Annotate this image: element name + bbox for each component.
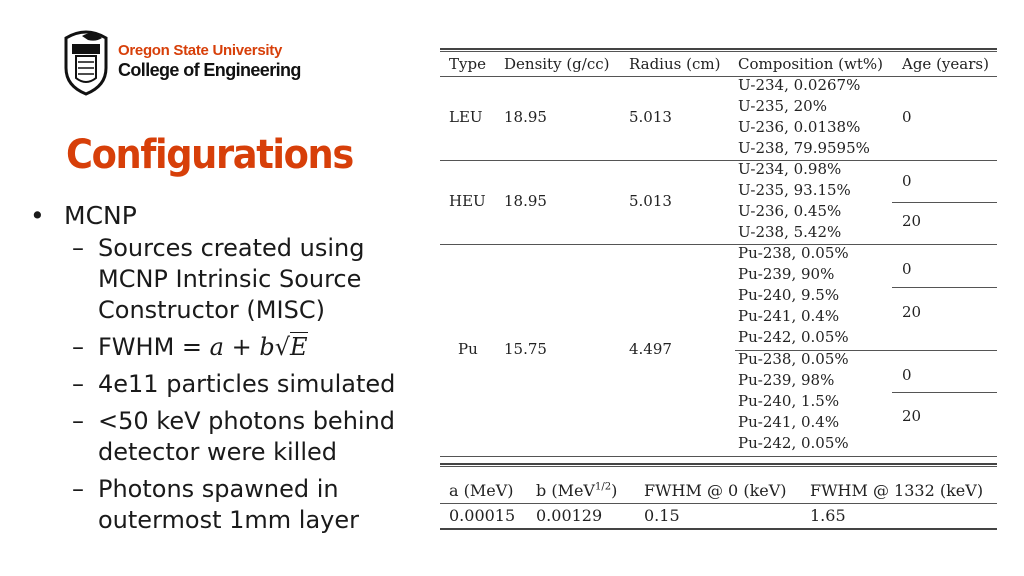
leu-type: LEU [449, 108, 483, 126]
leu-comp: U-234, 0.0267% [738, 76, 861, 94]
heu-comp: U-235, 93.15% [738, 181, 851, 199]
heu-comp: U-234, 0.98% [738, 160, 842, 178]
header-density: Density (g/cc) [504, 55, 610, 73]
leu-radius: 5.013 [629, 108, 672, 126]
table-rule [892, 202, 997, 203]
pu-comp: Pu-238, 0.05% [738, 350, 849, 368]
pu-comp: Pu-240, 1.5% [738, 392, 840, 410]
college-name: College of Engineering [118, 60, 301, 80]
pu-comp: Pu-239, 98% [738, 371, 835, 389]
heu-comp: U-238, 5.42% [738, 223, 842, 241]
pu-age: 20 [902, 407, 922, 425]
table-rule [440, 528, 997, 530]
sub-bullet: – <50 keV photons behind detector were killed [30, 406, 430, 468]
leu-age: 0 [902, 108, 912, 126]
header-type: Type [449, 55, 486, 73]
leu-comp: U-236, 0.0138% [738, 118, 861, 136]
fwhm-label: FWHM = [98, 333, 210, 361]
pu-comp: Pu-242, 0.05% [738, 434, 849, 452]
bullet-mcnp-label: MCNP [64, 201, 137, 230]
fwhm-b: b [259, 333, 275, 361]
pu-age: 20 [902, 303, 922, 321]
table-rule [892, 287, 997, 288]
header-composition: Composition (wt%) [738, 55, 883, 73]
osu-seal-icon [58, 28, 114, 96]
value-fwhm1332: 1.65 [810, 506, 846, 525]
heu-radius: 5.013 [629, 192, 672, 210]
heu-density: 18.95 [504, 192, 547, 210]
pu-age: 0 [902, 366, 912, 384]
value-a: 0.00015 [449, 506, 516, 525]
header-age: Age (years) [902, 55, 989, 73]
bullet-mcnp [30, 200, 430, 231]
pu-comp: Pu-238, 0.05% [738, 244, 849, 262]
header-b-exponent: 1/2 [594, 481, 612, 493]
header-radius: Radius (cm) [629, 55, 721, 73]
leu-comp: U-238, 79.9595% [738, 139, 870, 157]
sub-bullet-fwhm [30, 332, 430, 363]
table-rule [440, 503, 997, 504]
header-a: a (MeV) [449, 481, 514, 500]
bullet-list [30, 200, 430, 536]
page-title: Configurations [66, 132, 353, 178]
pu-comp: Pu-242, 0.05% [738, 328, 849, 346]
value-fwhm0: 0.15 [644, 506, 680, 525]
leu-density: 18.95 [504, 108, 547, 126]
leu-comp: U-235, 20% [738, 97, 827, 115]
heu-age: 0 [902, 172, 912, 190]
table-rule [440, 244, 997, 245]
pu-comp: Pu-241, 0.4% [738, 413, 840, 431]
table-rule [440, 51, 997, 52]
fwhm-plus: + [223, 333, 260, 361]
header-b-close: ) [611, 481, 618, 500]
pu-comp: Pu-239, 90% [738, 265, 835, 283]
pu-comp: Pu-241, 0.4% [738, 307, 840, 325]
heu-type: HEU [449, 192, 486, 210]
pu-type: Pu [458, 340, 478, 358]
header-b-label: b (MeV [536, 481, 595, 500]
sqrt-symbol: √ [274, 333, 291, 361]
pu-age: 0 [902, 260, 912, 278]
university-name: Oregon State University [118, 42, 282, 59]
header-fwhm1332: FWHM @ 1332 (keV) [810, 481, 984, 500]
configuration-table [440, 46, 997, 460]
osu-logo [58, 28, 308, 98]
fwhm-E: E [290, 333, 308, 361]
table-rule [440, 76, 997, 77]
heu-age: 20 [902, 212, 922, 230]
pu-density: 15.75 [504, 340, 547, 358]
fwhm-a: a [209, 333, 224, 361]
table-rule [440, 48, 997, 50]
sub-bullet: – Sources created using MCNP Intrinsic Source Constructor (MISC) [30, 233, 430, 326]
header-b [536, 481, 617, 500]
fwhm-table [440, 461, 997, 533]
heu-comp: U-236, 0.45% [738, 202, 842, 220]
sub-bullet: – 4e11 particles simulated [30, 369, 430, 400]
header-fwhm0: FWHM @ 0 (keV) [644, 481, 787, 500]
table-rule [892, 392, 997, 393]
table-rule [440, 456, 997, 457]
table-rule [440, 160, 997, 161]
pu-comp: Pu-240, 9.5% [738, 286, 840, 304]
table-rule [440, 466, 997, 467]
value-b: 0.00129 [536, 506, 603, 525]
table-rule [440, 463, 997, 465]
sub-bullet: – Photons spawned in outermost 1mm layer [30, 474, 430, 536]
pu-radius: 4.497 [629, 340, 672, 358]
